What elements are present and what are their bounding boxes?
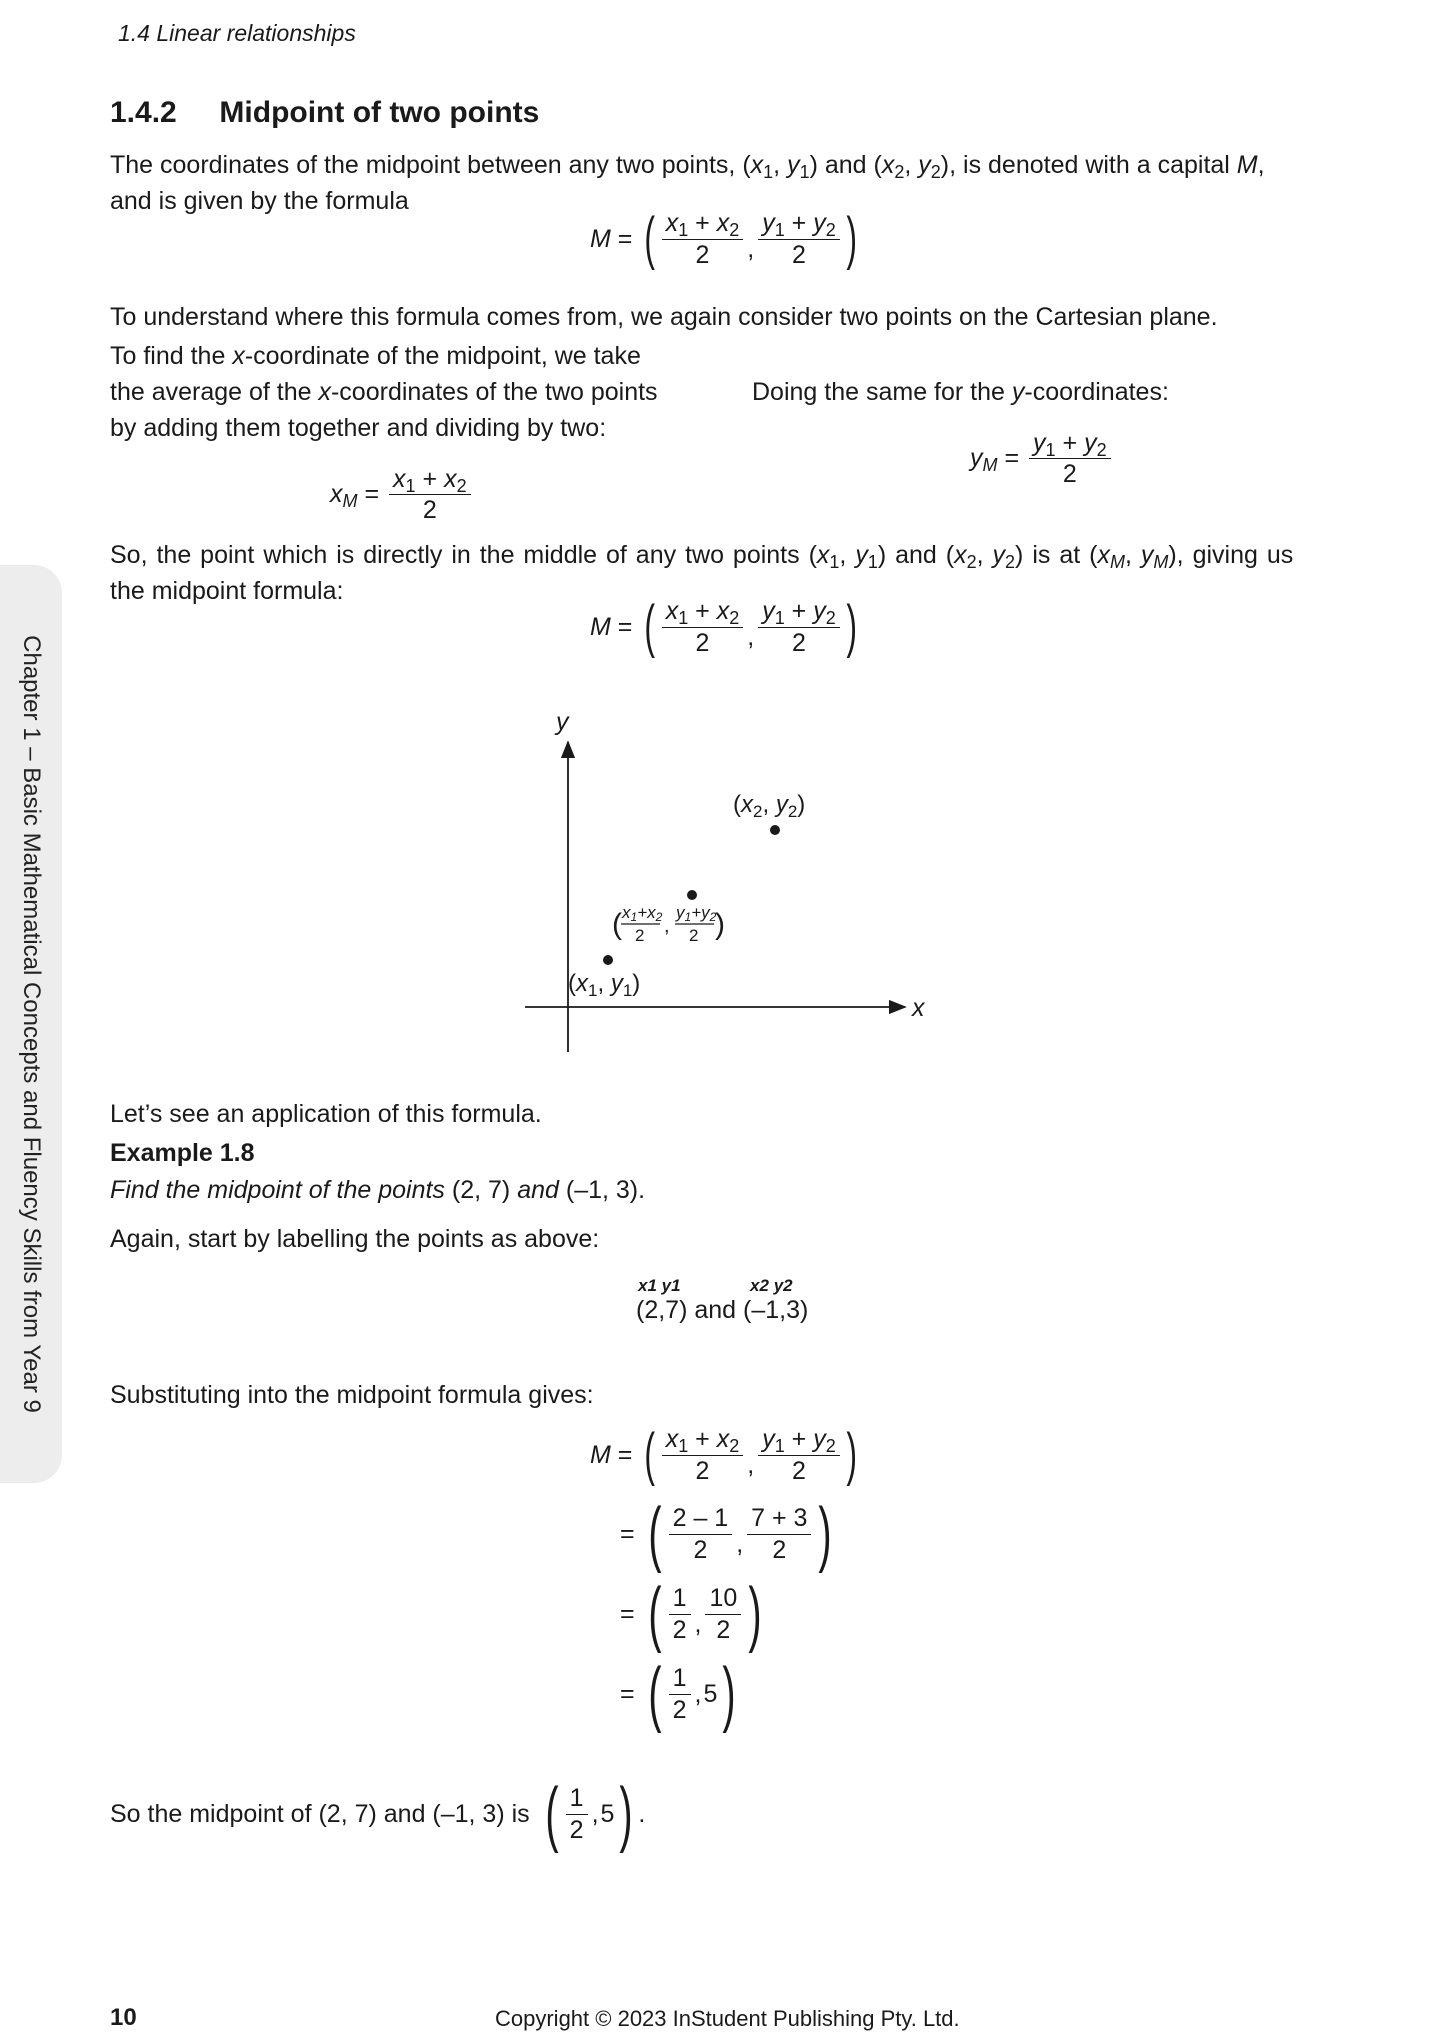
labelled-points: (2,7) and (–1,3)	[636, 1296, 809, 1324]
example-title: Example 1.8	[110, 1139, 255, 1167]
midpoint-formula-1: M = ( $\frac{x_1 + x_2}{2}$ , $\frac{y_1 + y_2}{2}$ )	[590, 206, 857, 271]
section-number: 1.4.2	[110, 96, 177, 129]
running-header: 1.4 Linear relationships	[118, 20, 356, 46]
chapter-side-label: Chapter 1 – Basic Mathematical Concepts and Fluency Skills from Year 9	[18, 635, 45, 1413]
x-coordinate-text-3: by adding them together and dividing by two:	[110, 414, 607, 442]
svg-text:2: 2	[635, 926, 645, 945]
point-1-label: ($x_1$, $y_1$)	[568, 970, 641, 1000]
page-number: 10	[110, 2004, 137, 2031]
x-coordinate-text-2: the average of the x-coordinates of the two points	[110, 378, 658, 406]
example-lead: Let’s see an application of this formula.	[110, 1100, 542, 1128]
step-4: = ( $\frac{1}{2}$ , 5 )	[620, 1654, 736, 1734]
point-labels-row: x1 y1 x2 y2	[638, 1276, 793, 1295]
so-line-2: the midpoint formula:	[110, 577, 344, 605]
midpoint-label	[612, 903, 725, 945]
midpoint-diagram	[500, 700, 960, 1060]
svg-text:,: ,	[664, 915, 670, 937]
intro-line-1: The coordinates of the midpoint between any two points, ($x_1$, $y_1$) and ($x_2$, $y_2$), is denoted with a capital M,	[110, 151, 1265, 183]
substituting-text: Substituting into the midpoint formula gives:	[110, 1381, 594, 1409]
svg-text:y1+y2: y1+y2	[676, 903, 717, 924]
point-1	[603, 955, 613, 965]
section-heading	[110, 96, 539, 130]
point-2-label: ($x_2$, $y_2$)	[733, 791, 806, 821]
so-line-1: So, the point which is directly in the middle of any two points ($x_1$, $y_1$) and ($x_2$, $y_2$) is at ($x_M$, $y_M$), giving us	[110, 541, 1294, 573]
svg-text:x1+x2: x1+x2	[622, 903, 663, 924]
y-coordinate-text: Doing the same for the y-coordinates:	[752, 378, 1169, 406]
point-2	[770, 825, 780, 835]
step-1: M = ( $\frac{x_1 + x_2}{2}$ , $\frac{y_1 + y_2}{2}$ )	[590, 1422, 857, 1487]
section-title: Midpoint of two points	[219, 96, 540, 129]
ym-formula: $y_M$ = $\frac{y_1 + y_2}{2}$	[970, 430, 1113, 488]
svg-text:): )	[715, 908, 725, 941]
xm-formula: $x_M$ = $\frac{x_1 + x_2}{2}$	[330, 466, 473, 524]
conclusion: So the midpoint of (2, 7) and (–1, 3) is ( $\frac{1}{2}$ , 5 ) .	[110, 1774, 646, 1854]
midpoint-formula-2: M = ( $\frac{x_1 + x_2}{2}$ , $\frac{y_1 + y_2}{2}$ )	[590, 594, 857, 659]
example-again: Again, start by labelling the points as above:	[110, 1225, 600, 1253]
midpoint	[687, 890, 697, 900]
understand-text: To understand where this formula comes from, we again consider two points on the Cartesian plane.	[110, 303, 1218, 331]
step-2: = ( $\frac{2 - 1}{2}$ , $\frac{7 + 3}{2}$ )	[620, 1494, 833, 1574]
y-axis-label: y	[556, 708, 569, 736]
svg-text:2: 2	[689, 926, 699, 945]
svg-text:(: (	[612, 908, 622, 941]
intro-line-2: and is given by the formula	[110, 187, 409, 215]
x-coordinate-text-1: To find the x-coordinate of the midpoint, we take	[110, 342, 641, 370]
x-axis-label: x	[912, 994, 925, 1022]
copyright: Copyright © 2023 InStudent Publishing Pty. Ltd.	[495, 2006, 960, 2031]
example-question: Find the midpoint of the points (2, 7) and (–1, 3).	[110, 1176, 646, 1204]
step-3: = ( $\frac{1}{2}$ , $\frac{10}{2}$ )	[620, 1574, 762, 1654]
